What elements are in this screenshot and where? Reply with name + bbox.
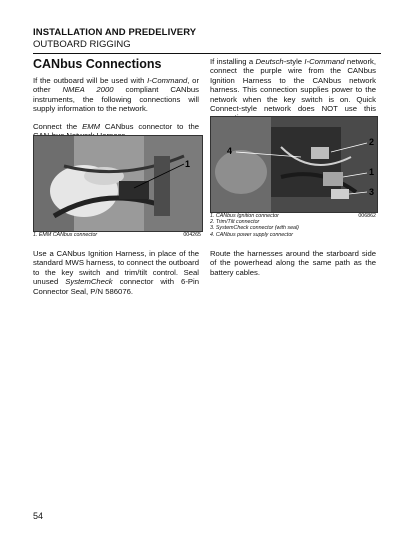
canbus-heading: CANbus Connections — [33, 57, 162, 71]
section-title: INSTALLATION AND PREDELIVERY — [33, 27, 197, 38]
caption-item-2: 2. Trim/Tilt connector — [210, 219, 260, 226]
harness-connectors-photo — [210, 116, 378, 213]
caption-item-1: 1. CANbus Ignition connector — [210, 213, 279, 219]
header-rule — [33, 53, 381, 54]
callout-2: 2 — [369, 137, 375, 147]
caption-item-3: 3. SystemCheck connector (with seal) — [210, 225, 299, 232]
left-figure-caption — [33, 232, 201, 238]
callout-3: 3 — [369, 187, 375, 197]
subsection-title: OUTBOARD RIGGING — [33, 39, 131, 50]
right-figure-caption — [210, 213, 376, 238]
caption-item-1: 1. EMM CANbus connector — [33, 232, 98, 238]
callout-1: 1 — [185, 159, 191, 169]
figure-ref-number: 004265 — [183, 232, 201, 238]
connect-paragraph: Connect the EMM CANbus connector to the — [33, 121, 200, 131]
page-header — [33, 27, 381, 54]
intro-paragraph: If the outboard will be used with I-Command, or other NMEA 2000 compliant CANbus instruments, the following connections will supply information to the network. — [33, 76, 199, 114]
ignition-harness-paragraph: Use a CANbus Ignition Harness, in place of the standard MWS harness, to connect the outboard to the key switch and trim/tilt control. Seal unused SystemCheck connector with 6-Pin Connector Seal, P/N 586076. — [33, 249, 199, 296]
caption-item-4: 4. CANbus power supply connector — [210, 231, 294, 238]
figure-ref-number: 006862 — [358, 213, 376, 219]
callout-4: 4 — [227, 146, 233, 156]
deutsch-paragraph: If installing a Deutsch-style I-Command network, connect the purple wire from the CANbus Ignition Harness to the CANbus network harness. This connection supplies power to the network when the key switch is on. Quick Connect-style network does NOT use this — [210, 57, 376, 114]
route-harness-paragraph: Route the harnesses around the starboard side of the powerhead along the same path as the battery cables. — [210, 249, 376, 277]
emm-connector-photo — [33, 135, 203, 232]
left-column-bottom — [33, 249, 199, 304]
callout-1b: 1 — [369, 167, 375, 177]
right-column-bottom — [210, 249, 376, 285]
page-number: 54 — [33, 511, 44, 521]
